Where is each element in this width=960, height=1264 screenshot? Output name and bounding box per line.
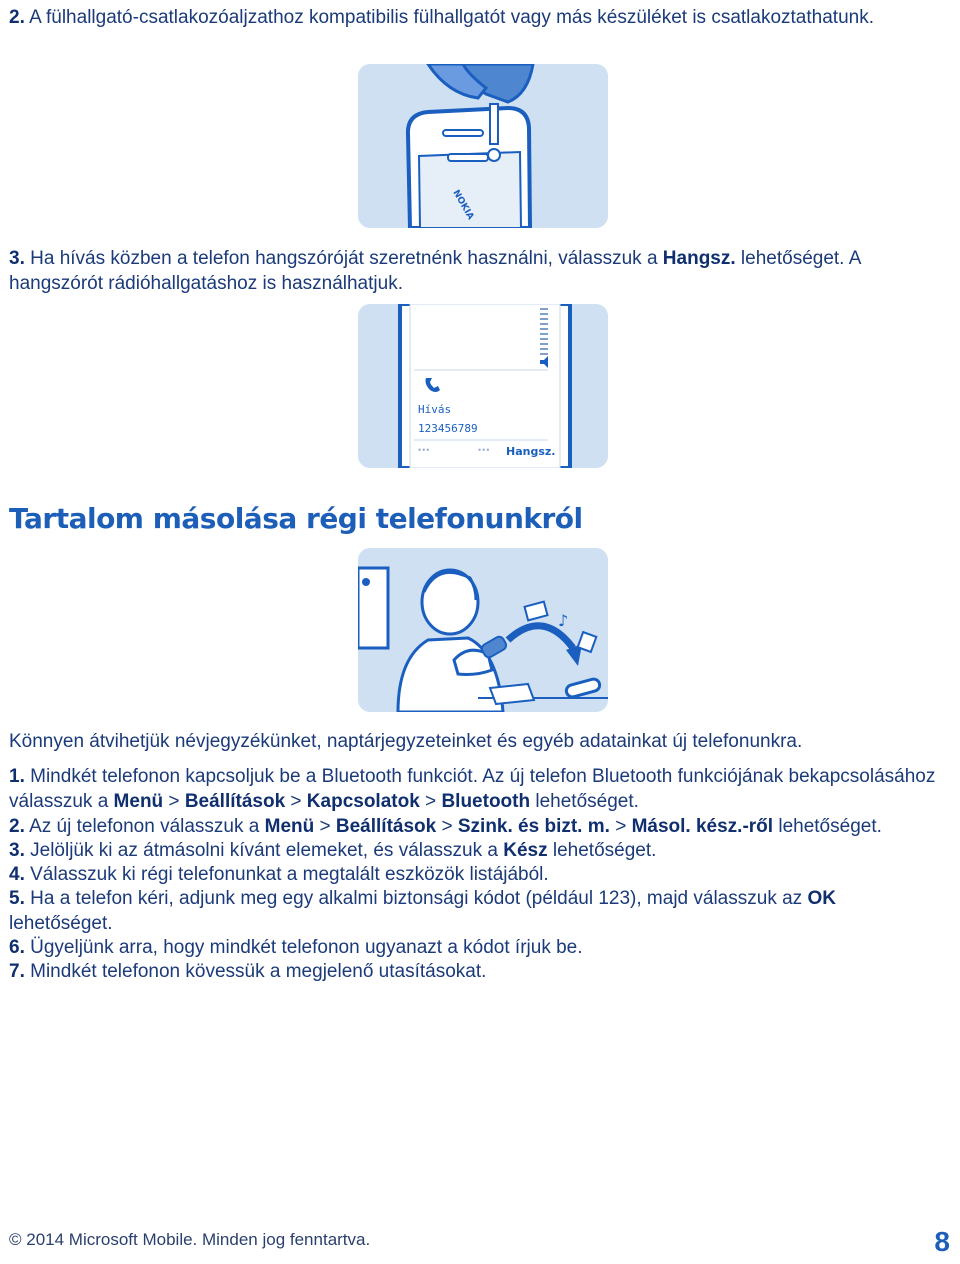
softkey-left[interactable]: ••• xyxy=(418,445,431,455)
paragraph-text: A fülhallgató-csatlakozóaljzathoz kompatibilis fülhallgatót vagy más készüléket is csatlakoztathatunk. xyxy=(24,7,874,28)
settings-keyword: Beállítások xyxy=(335,816,437,837)
page-number: 8 xyxy=(934,1226,950,1257)
softkey-middle[interactable]: ••• xyxy=(478,445,491,455)
step-text: Mindkét telefonon kapcsoljuk be a Bluetooth funkciót. Az új telefon Bluetooth funkciójának bekapcsolásához válasszuk a xyxy=(9,766,936,812)
step-number: 7. xyxy=(9,961,25,982)
step-number: 4. xyxy=(9,864,25,885)
step-1 xyxy=(9,765,954,814)
ok-keyword: OK xyxy=(807,888,836,909)
paragraph-speaker xyxy=(9,247,954,296)
step-text: Jelöljük ki az átmásolni kívánt elemeket, és válasszuk a xyxy=(24,840,504,861)
step-text: > xyxy=(436,816,458,837)
step-text: Ügyeljünk arra, hogy mindkét telefonon ugyanazt a kódot írjuk be. xyxy=(24,937,583,958)
step-5 xyxy=(9,887,944,936)
step-text: > xyxy=(609,816,632,837)
menu-keyword: Menü xyxy=(264,816,315,837)
headphone-illustration xyxy=(358,64,608,228)
step-number: 2. xyxy=(9,7,25,28)
svg-text:♪: ♪ xyxy=(558,611,569,630)
step-number: 5. xyxy=(9,888,25,909)
step-text: Ha a telefon kéri, adjunk meg egy alkalmi biztonsági kódot (például 123), majd válasszuk az xyxy=(24,888,808,909)
paragraph-headphone xyxy=(9,6,939,31)
step-2 xyxy=(9,815,959,840)
step-text: Mindkét telefonon kövessük a megjelenő utasításokat. xyxy=(24,961,487,982)
step-text: lehetőséget. xyxy=(547,840,657,861)
step-text: lehetőséget. xyxy=(9,912,113,934)
menu-keyword: Menü xyxy=(113,790,164,812)
step-number: 2. xyxy=(9,816,25,837)
step-number: 3. xyxy=(9,248,25,269)
speaker-keyword: Hangsz. xyxy=(662,248,736,269)
step-text: > xyxy=(285,790,307,812)
footer-copyright: © 2014 Microsoft Mobile. Minden jog fenntartva. xyxy=(9,1230,371,1249)
step-text: > xyxy=(314,816,336,837)
phone-logo: NOKIA xyxy=(450,188,476,222)
step-6 xyxy=(9,936,954,961)
transfer-illustration xyxy=(358,548,608,712)
call-status-label: Hívás xyxy=(418,403,452,416)
step-7 xyxy=(9,960,954,985)
step-number: 6. xyxy=(9,937,25,958)
call-screen-illustration xyxy=(358,304,608,468)
step-text: Válasszuk ki régi telefonunkat a megtalált eszközök listájából. xyxy=(24,864,549,885)
step-text: Az új telefonon válasszuk a xyxy=(24,816,265,837)
step-3 xyxy=(9,839,954,864)
connections-keyword: Kapcsolatok xyxy=(306,790,420,812)
paragraph-text: lehetőséget. A hangszórót rádióhallgatáshoz is használhatjuk. xyxy=(9,248,861,294)
intro-text: Könnyen átvihetjük névjegyzékünket, naptárjegyzeteinket és egyéb adatainkat új telefonunkra. xyxy=(9,731,803,752)
copy-device-keyword: Másol. kész.-ről xyxy=(631,816,774,837)
sync-keyword: Szink. és bizt. m. xyxy=(457,816,610,837)
settings-keyword: Beállítások xyxy=(184,790,286,812)
section-heading: Tartalom másolása régi telefonunkról xyxy=(9,502,583,535)
step-text: > xyxy=(419,790,442,812)
speaker-softkey-button[interactable]: Hangsz. xyxy=(506,445,556,458)
done-keyword: Kész xyxy=(503,840,548,861)
paragraph-text: Ha hívás közben a telefon hangszóróját szeretnénk használni, válasszuk a xyxy=(24,248,663,269)
step-number: 1. xyxy=(9,766,25,787)
call-number-label: 123456789 xyxy=(418,422,478,435)
step-text: lehetőséget. xyxy=(773,816,882,837)
step-text: > xyxy=(163,790,185,812)
step-number: 3. xyxy=(9,840,25,861)
bluetooth-keyword: Bluetooth xyxy=(441,790,531,812)
step-4 xyxy=(9,863,954,888)
step-text: lehetőséget. xyxy=(530,790,639,812)
